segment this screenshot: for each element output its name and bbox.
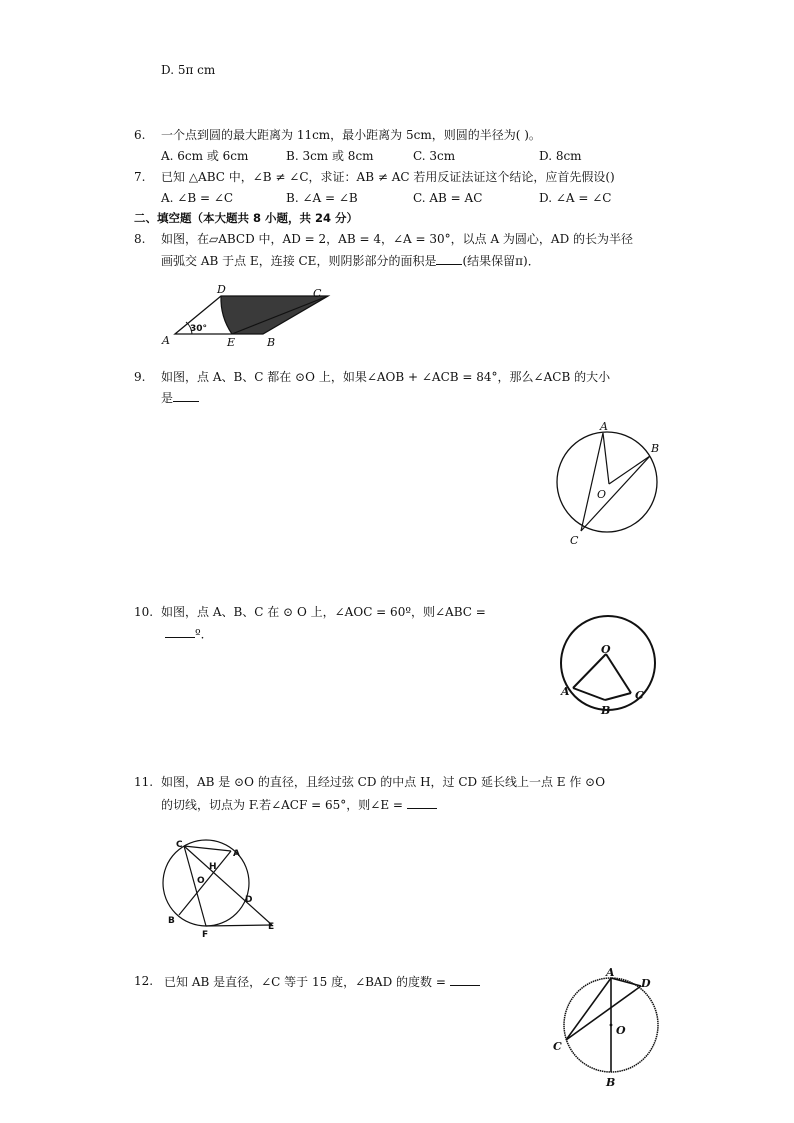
label-e: E [268, 922, 275, 932]
label-d: D [245, 895, 253, 905]
label-a: A [162, 334, 170, 347]
label-c: C [635, 689, 644, 702]
label-b: B [601, 704, 611, 717]
q12-number: 12. [134, 974, 154, 988]
q12-text: 已知 AB 是直径，∠C 等于 15 度，∠BAD 的度数 = [164, 975, 446, 989]
label-a: A [233, 849, 240, 859]
q6-option-c: C. 3cm [413, 149, 456, 163]
segment-cd [566, 986, 641, 1040]
q10-line2-text: º． [195, 627, 213, 641]
q6-number: 6. [134, 128, 146, 142]
q10-line1: 如图，点 A、B、C 在 ⊙ O 上，∠AOC = 60º，则∠ABC = [161, 605, 486, 619]
q6-option-a: A. 6cm 或 6cm [161, 149, 249, 163]
label-c: C [176, 840, 183, 850]
q8-line1: 如图，在▱ABCD 中，AD = 2，AB = 4，∠A = 30°，以点 A 为圆心，AD 的长为半径 [161, 232, 634, 246]
q11-line2-text: 的切线，切点为 F.若∠ACF = 65°，则∠E = [161, 798, 403, 812]
label-c: C [553, 1040, 562, 1053]
center-point [610, 1024, 613, 1027]
label-a: A [600, 420, 608, 433]
q9-line1: 如图，点 A、B、C 都在 ⊙O 上，如果∠AOB + ∠ACB = 84°，那么∠ACB 的大小 [161, 370, 611, 384]
label-b: B [606, 1076, 616, 1089]
section-title: 二、填空题（本大题共 8 小题，共 24 分） [134, 211, 359, 225]
q7-text: 已知 △ABC 中，∠B ≠ ∠C，求证：AB ≠ AC 若用反证法证这个结论，应首先假设() [161, 170, 615, 184]
q7-option-a: A. ∠B = ∠C [161, 191, 234, 205]
label-h: H [209, 862, 217, 872]
label-o: O [197, 876, 205, 886]
segment-ad [611, 978, 641, 986]
q8-number: 8. [134, 232, 146, 246]
label-a: A [561, 685, 570, 698]
label-o: O [597, 488, 607, 501]
q8-line2a: 画弧交 AB 于点 E，连接 CE，则阴影部分的面积是 [161, 254, 437, 268]
q6-option-b: B. 3cm 或 8cm [286, 149, 374, 163]
q10-number: 10. [134, 605, 154, 619]
label-a: A [606, 966, 615, 979]
q5-option-d: D. 5π cm [161, 63, 216, 77]
q6-text: 一个点到圆的最大距离为 11cm，最小距离为 5cm，则圆的半径为( )。 [161, 128, 541, 142]
label-e: E [227, 336, 236, 349]
q11-line1: 如图，AB 是 ⊙O 的直径，且经过弦 CD 的中点 H，过 CD 延长线上一点 E 作 ⊙O [161, 775, 606, 789]
label-d: D [641, 977, 651, 990]
q6-option-d: D. 8cm [539, 149, 582, 163]
label-c: C [570, 534, 579, 547]
q9-line2-text: 是 [161, 391, 174, 405]
q9-number: 9. [134, 370, 146, 384]
label-o: O [601, 643, 611, 656]
label-o: O [616, 1024, 626, 1037]
q7-option-d: D. ∠A = ∠C [539, 191, 612, 205]
label-b: B [651, 442, 660, 455]
label-f: F [202, 930, 209, 940]
q7-option-b: B. ∠A = ∠B [286, 191, 358, 205]
label-d: D [217, 283, 226, 296]
segment-ca [566, 978, 611, 1040]
label-b: B [168, 916, 175, 926]
q7-option-c: C. AB = AC [413, 191, 483, 205]
label-b: B [267, 336, 276, 349]
q8-line2b: (结果保留π)． [462, 254, 540, 268]
label-c: C [313, 287, 322, 300]
q7-number: 7. [134, 170, 146, 184]
angle-label: 30° [190, 324, 208, 334]
q11-number: 11. [134, 775, 154, 789]
